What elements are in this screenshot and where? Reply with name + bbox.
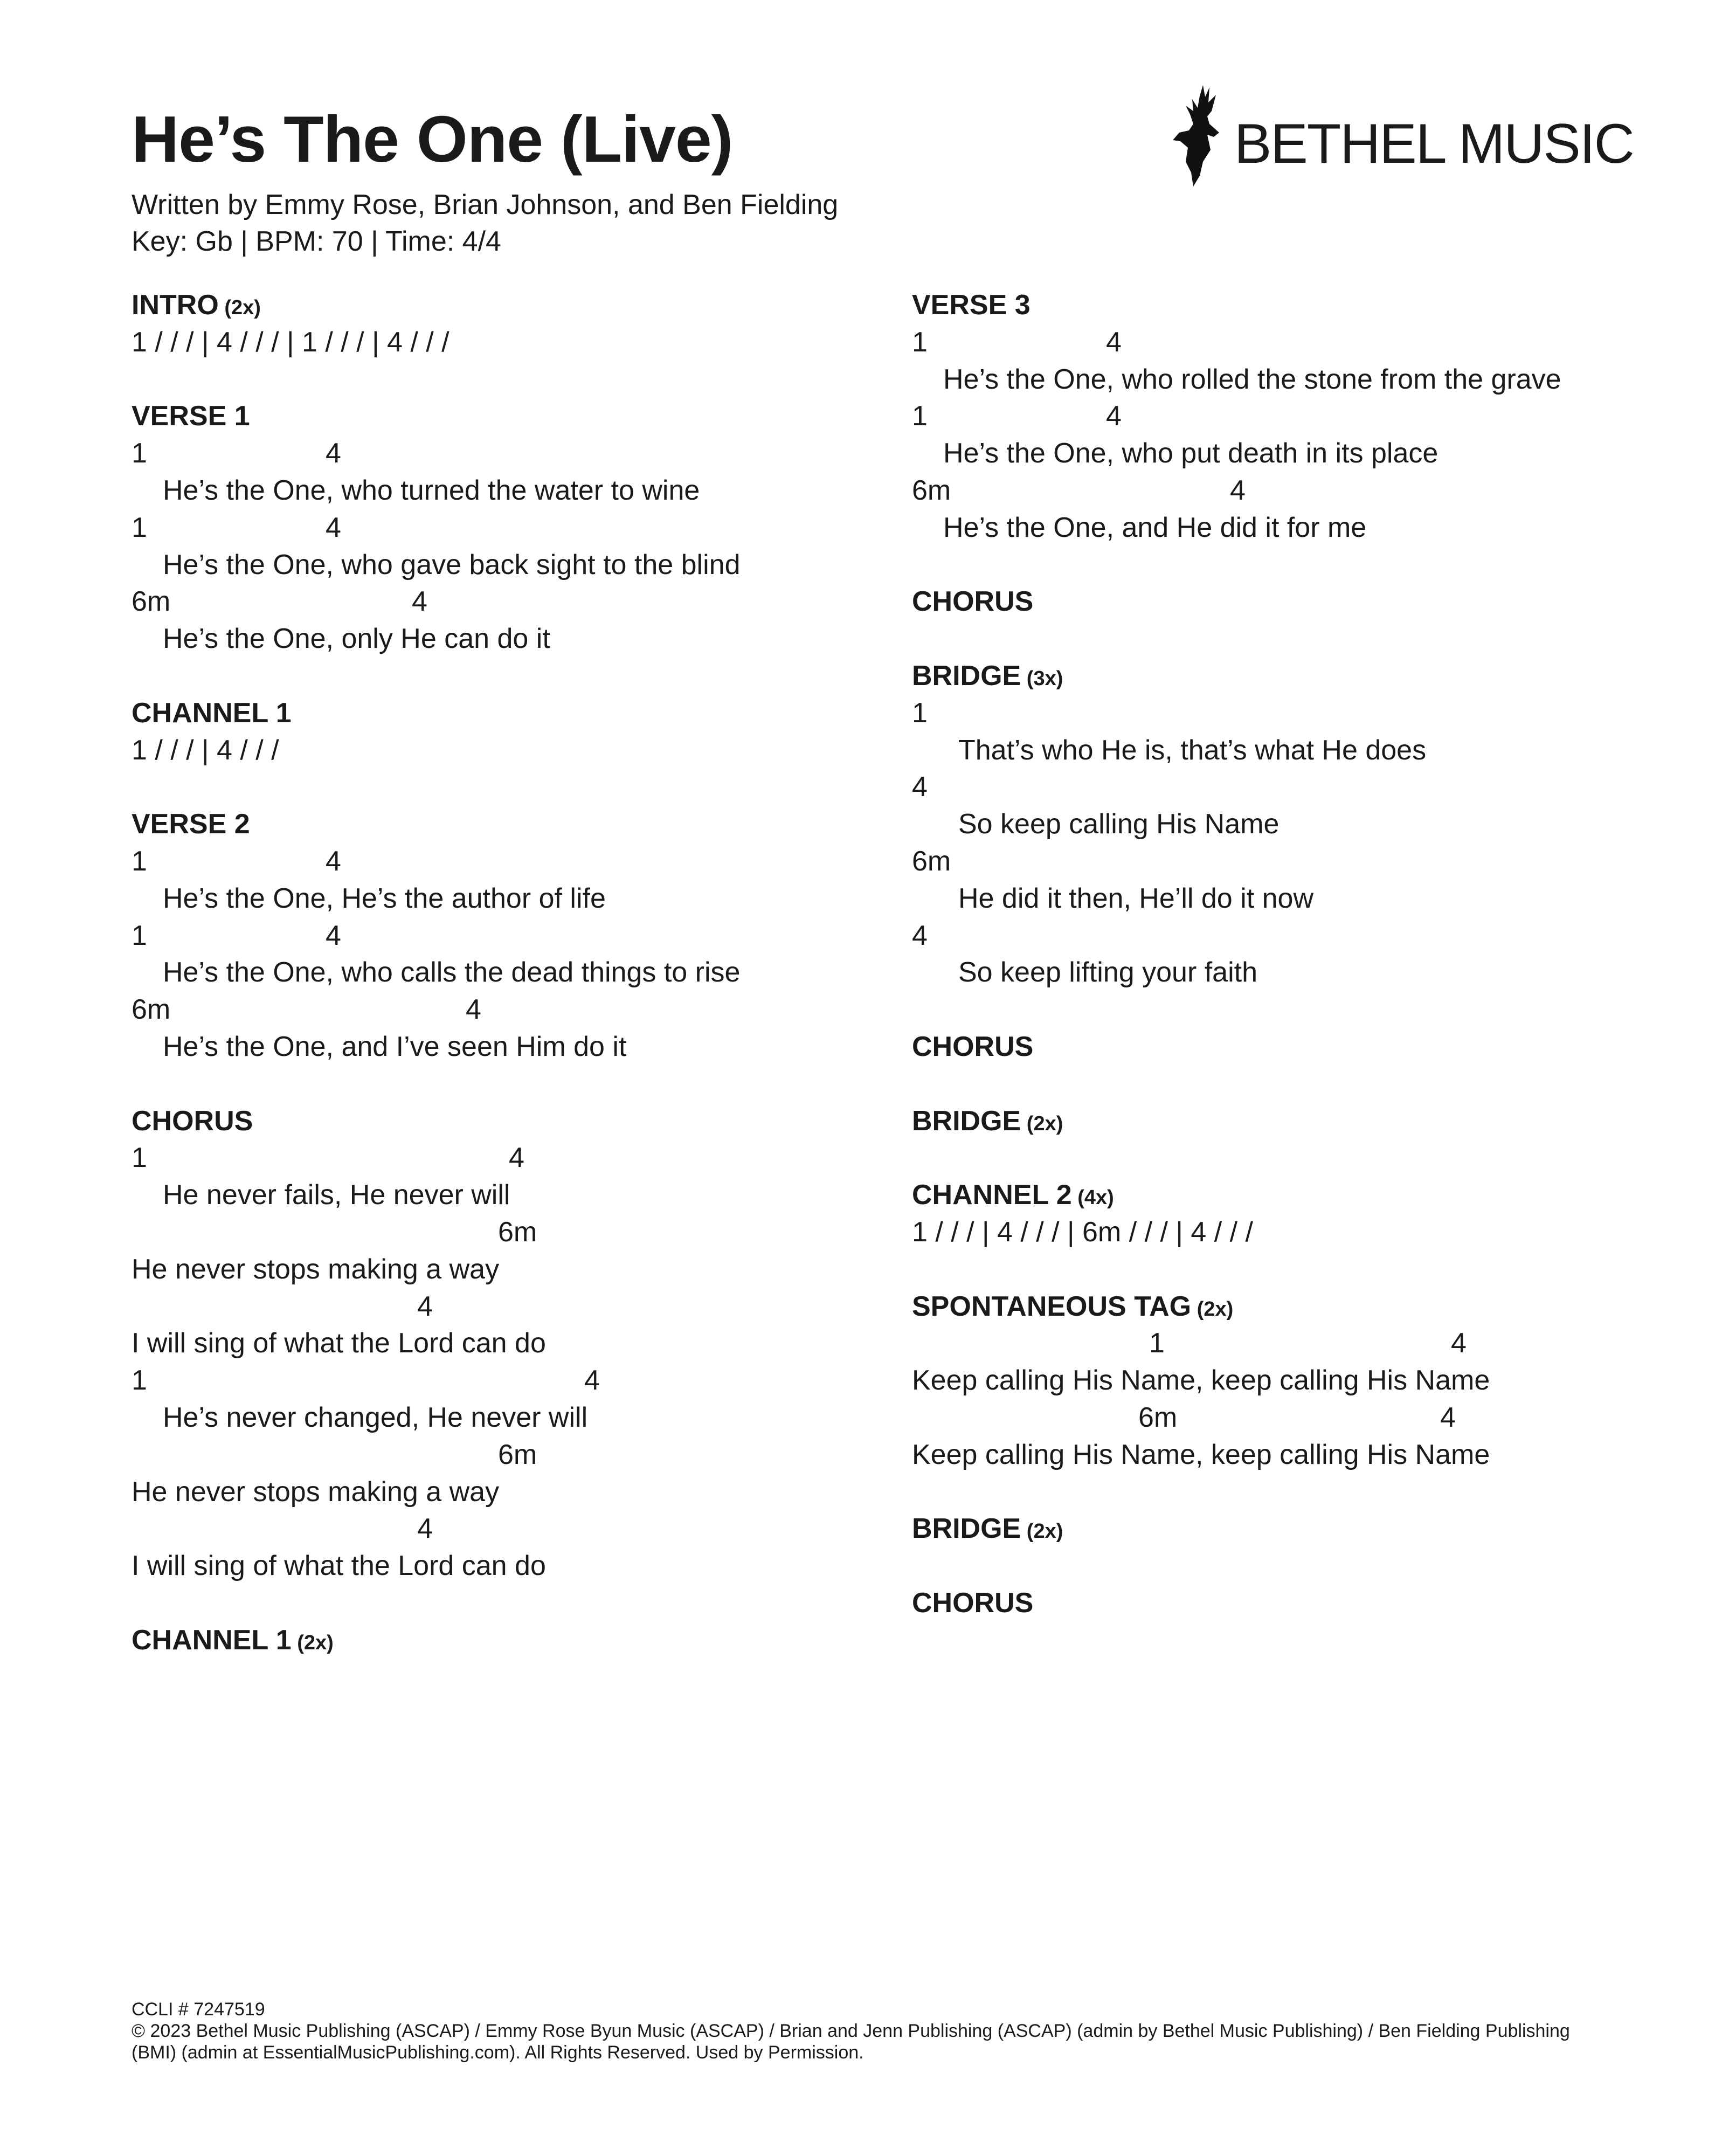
lyric-line: He’s the One, only He can do it <box>163 623 550 655</box>
chord-label: 6m <box>498 1216 537 1248</box>
chord-label: 6m <box>1138 1401 1178 1433</box>
section-header <box>912 1585 1666 1622</box>
chord-label: 1 <box>132 438 147 469</box>
section-name: CHORUS <box>132 1105 253 1137</box>
lyric-line: He’s the One, who calls the dead things to rise <box>163 957 741 989</box>
section-header <box>132 695 886 732</box>
writers-credit: Written by Emmy Rose, Brian Johnson, and Ben Fielding <box>132 189 839 220</box>
section-header <box>132 1622 886 1659</box>
chord-label: 6m <box>912 474 951 506</box>
lyric-line: He’s the One, and I’ve seen Him do it <box>163 1031 627 1062</box>
repeat-count: (2x) <box>291 1631 334 1654</box>
section-name: CHORUS <box>912 1031 1034 1062</box>
section-name: VERSE 1 <box>132 400 250 432</box>
section-header <box>912 1288 1666 1325</box>
section-name: SPONTANEOUS TAG <box>912 1290 1192 1322</box>
ccli-number: CCLI # 7247519 <box>132 1999 265 2020</box>
section-name: INTRO <box>132 289 219 321</box>
section-header <box>912 1103 1666 1140</box>
lyric-line: So keep calling His Name <box>958 808 1280 840</box>
song-title: He’s The One (Live) <box>132 102 733 176</box>
chord-line <box>132 1510 886 1547</box>
chord-label: 1 <box>132 1365 147 1397</box>
blank-line <box>912 991 1666 1028</box>
blank-line <box>912 1474 1666 1511</box>
chord-label: 1 <box>132 920 147 951</box>
section-name: CHORUS <box>912 1587 1034 1619</box>
chord-line <box>132 435 886 472</box>
blank-line <box>132 658 886 695</box>
blank-line <box>132 769 886 806</box>
lyric-line: He did it then, He’ll do it now <box>958 882 1314 914</box>
chord-label: 4 <box>1106 326 1122 358</box>
text-line: He never stops making a way <box>132 1476 500 1508</box>
blank-line <box>912 547 1666 584</box>
blank-line <box>912 1139 1666 1177</box>
section-header <box>912 1028 1666 1066</box>
chord-label: 4 <box>326 512 341 543</box>
chord-line <box>912 917 1666 955</box>
text-line: 1 / / / | 4 / / / <box>132 734 279 766</box>
section-header <box>912 1510 1666 1547</box>
logo-wordmark: BETHEL MUSIC <box>1234 113 1634 175</box>
song-key-bpm-time: Key: Gb | BPM: 70 | Time: 4/4 <box>132 226 501 257</box>
chord-label: 4 <box>1106 400 1122 432</box>
section-header <box>912 1177 1666 1214</box>
chord-line <box>912 1399 1666 1436</box>
section-name: CHANNEL 2 <box>912 1179 1072 1211</box>
chord-label: 1 <box>132 845 147 877</box>
chord-line <box>132 1436 886 1474</box>
chord-line <box>912 398 1666 435</box>
lyric-line: He’s the One, and He did it for me <box>943 512 1367 543</box>
lyric-line: He’s the One, who rolled the stone from the grave <box>943 363 1561 395</box>
section-name: BRIDGE <box>912 1513 1021 1545</box>
chord-label: 4 <box>912 920 928 951</box>
section-header <box>132 398 886 435</box>
lyric-line: He’s the One, who turned the water to wine <box>163 474 700 506</box>
chord-label: 6m <box>912 845 951 877</box>
lyric-line: He’s never changed, He never will <box>163 1401 588 1433</box>
blank-line <box>912 1251 1666 1288</box>
chord-label: 4 <box>412 586 427 618</box>
section-header <box>132 1103 886 1140</box>
chord-label: 4 <box>417 1513 433 1545</box>
chord-label: 1 <box>132 1142 147 1174</box>
text-line: Keep calling His Name, keep calling His Name <box>912 1439 1490 1470</box>
lyric-line: He’s the One, He’s the author of life <box>163 882 606 914</box>
chord-label: 6m <box>498 1439 537 1470</box>
left-column <box>132 287 886 1659</box>
chord-label: 4 <box>326 845 341 877</box>
lyric-line: He’s the One, who put death in its place <box>943 438 1439 469</box>
repeat-count: (2x) <box>1021 1112 1063 1135</box>
chord-line <box>912 695 1666 732</box>
text-line: Keep calling His Name, keep calling His Name <box>912 1365 1490 1397</box>
chord-label: 6m <box>132 994 171 1026</box>
chord-line <box>912 843 1666 880</box>
chord-label: 1 <box>132 512 147 543</box>
chord-line <box>912 769 1666 806</box>
chord-label: 4 <box>326 920 341 951</box>
blank-line <box>132 361 886 398</box>
section-header <box>132 806 886 843</box>
stag-head-icon <box>1170 81 1229 189</box>
chord-line <box>132 991 886 1028</box>
section-header <box>132 287 886 324</box>
section-name: VERSE 2 <box>132 808 250 840</box>
copyright-footer <box>132 1999 1587 2063</box>
chord-label: 4 <box>1451 1328 1467 1359</box>
repeat-count: (3x) <box>1021 667 1063 690</box>
chord-line <box>132 843 886 880</box>
section-name: CHANNEL 1 <box>132 1624 292 1656</box>
chord-label: 6m <box>132 586 171 618</box>
section-header <box>912 287 1666 324</box>
blank-line <box>912 620 1666 658</box>
chord-line <box>132 583 886 620</box>
text-line: He never stops making a way <box>132 1253 500 1285</box>
section-name: BRIDGE <box>912 1105 1021 1137</box>
section-name: VERSE 3 <box>912 289 1031 321</box>
chord-label: 1 <box>912 400 928 432</box>
repeat-count: (2x) <box>1021 1520 1063 1543</box>
repeat-count: (4x) <box>1071 1186 1114 1210</box>
chord-label: 4 <box>912 771 928 803</box>
chord-line <box>132 1288 886 1325</box>
text-line: I will sing of what the Lord can do <box>132 1550 546 1582</box>
chord-line <box>912 324 1666 361</box>
chord-line <box>912 472 1666 509</box>
text-line: 1 / / / | 4 / / / | 1 / / / | 4 / / / <box>132 326 450 358</box>
blank-line <box>912 1547 1666 1585</box>
copyright-notice: © 2023 Bethel Music Publishing (ASCAP) / Emmy Rose Byun Music (ASCAP) / Brian and Jenn Publishing (ASCAP) (admin by Bethel Music Publishing) / Ben Fielding Publishing (BMI) (admin at EssentialMusicPublishing.com). All Rights Reserved. Used by Permission. <box>132 2021 1570 2063</box>
chord-label: 4 <box>326 438 341 469</box>
chord-label: 1 <box>912 326 928 358</box>
chord-line <box>132 917 886 955</box>
chord-label: 4 <box>417 1290 433 1322</box>
right-column <box>912 287 1666 1622</box>
chord-label: 4 <box>466 994 481 1026</box>
blank-line <box>912 1066 1666 1103</box>
lyric-line: He’s the One, who gave back sight to the blind <box>163 549 741 581</box>
chord-line <box>132 1139 886 1177</box>
section-header <box>912 658 1666 695</box>
chord-label: 1 <box>1149 1328 1165 1359</box>
lyric-line: So keep lifting your faith <box>958 957 1257 989</box>
chord-line <box>132 509 886 547</box>
blank-line <box>132 1585 886 1622</box>
section-header <box>912 583 1666 620</box>
lyric-line: That’s who He is, that’s what He does <box>958 734 1427 766</box>
chord-label: 4 <box>509 1142 524 1174</box>
chord-label: 4 <box>1440 1401 1456 1433</box>
chord-line <box>912 1325 1666 1362</box>
lyric-line: He never fails, He never will <box>163 1179 510 1211</box>
chord-line <box>132 1362 886 1399</box>
bethel-music-logo <box>1170 81 1634 189</box>
chord-label: 1 <box>912 697 928 729</box>
text-line: I will sing of what the Lord can do <box>132 1328 546 1359</box>
section-name: CHORUS <box>912 586 1034 618</box>
repeat-count: (2x) <box>218 296 261 319</box>
section-name: BRIDGE <box>912 660 1021 692</box>
chord-label: 4 <box>584 1365 600 1397</box>
blank-line <box>132 1066 886 1103</box>
section-name: CHANNEL 1 <box>132 697 292 729</box>
repeat-count: (2x) <box>1191 1297 1234 1321</box>
chord-label: 4 <box>1230 474 1246 506</box>
chord-line <box>132 1214 886 1251</box>
text-line: 1 / / / | 4 / / / | 6m / / / | 4 / / / <box>912 1216 1253 1248</box>
